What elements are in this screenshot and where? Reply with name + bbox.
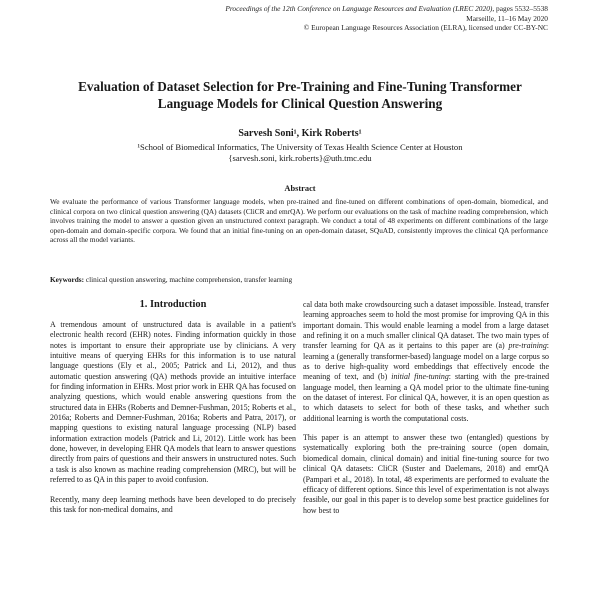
proceedings-header xyxy=(188,4,548,33)
affiliation-block xyxy=(50,142,550,164)
authors: Sarvesh Soni¹, Kirk Roberts¹ xyxy=(238,128,362,139)
section-heading-introduction: 1. Introduction xyxy=(139,299,207,310)
pre-training-term: pre-training xyxy=(508,341,547,351)
header-venue: Proceedings of the 12th Conference on Language Resources and Evaluation (LREC 2020) xyxy=(225,4,493,13)
intro-paragraph-1: A tremendous amount of unstructured data is available in a patient's electronic health record (EHR) notes. Finding information quickly in those notes is important to ensure their appropriate use by clinicians. A very intuitive means of querying EHRs for this information is to use natural language questions (Ely et al., 2005; Patrick and Li, 2012), and thus automatic question answering (QA) methods provide an intuitive interface for finding information in EHRs. Most prior work in EHR QA has focused on analyzing questions, which would enable answering questions from the structured data in EHRs (Roberts and Demner-Fushman, 2015; Roberts et al., 2016a; Roberts and Demner-Fushman, 2016a; Roberts and Patra, 2017), or mapping questions to existing natural language processing (NLP) based information extraction models (Patrick and Li, 2012). Little work has been done, however, in developing EHR QA models that learn to answer questions directly from pairs of questions and their answers in unstructured notes. Such a task is also known as machine reading comprehension (MRC), but will be referred to as QA in this paper to avoid confusion. xyxy=(50,320,296,485)
right-p1-part-a: cal data both make crowdsourcing such a dataset impossible. Instead, transfer learning approaches seem to hold the most promise for improving QA in this important domain. This would enable learning a model from a large dataset and refining it on a much smaller clinical QA dataset. The two main types of transfer learning for QA as it pertains to this paper are (a) xyxy=(303,300,549,351)
keywords xyxy=(50,275,548,285)
header-line-2: Marseille, 11–16 May 2020 xyxy=(466,13,548,23)
right-paragraph-2: This paper is an attempt to answer these two (entangled) questions by systematically exploring both the pre-training source (open domain, biomedical domain, clinical domain) and initial fine-tuning source for two clinical QA datasets: CliCR (Suster and Daelemans, 2018) and emrQA (Pampari et al., 2018). In total, 48 experiments are performed to evaluate the efficacy of different options. Since this level of experimentation is not always feasible, our goal in this paper is to develop some best practice guidelines for how best to xyxy=(303,433,549,515)
header-line-3: © European Language Resources Association (ELRA), licensed under CC-BY-NC xyxy=(303,23,548,33)
right-p1-part-b: : learning a (generally transformer-based) language model on a large corpus so as to derive high-quality word embeddings that effectively encode the meaning of text, and (b) xyxy=(303,341,549,382)
affiliation: ¹School of Biomedical Informatics, The University of Texas Health Science Center at Houston xyxy=(137,142,463,152)
header-pages: , pages 5532–5538 xyxy=(492,4,548,13)
right-p1-part-c: : starting with the pre-trained language model, then learning a QA model prior to the ultimate fine-tuning on the dataset of interest. For clinical QA, however, it is an open question as to which datasets to select for both of these tasks, and whether such additional learning is worth the computational costs. xyxy=(303,372,550,423)
title-line-1: Evaluation of Dataset Selection for Pre-Training and Fine-Tuning Transformer xyxy=(78,79,522,94)
left-column xyxy=(50,320,296,515)
keywords-label: Keywords: xyxy=(50,275,85,284)
abstract-text: We evaluate the performance of various Transformer language models, when pre-trained and fine-tuned on different combinations of open-domain, biomedical, and clinical corpora on two clinical question answering (QA) datasets (CliCR and emrQA). We perform our evaluations on the task of machine reading comprehension, which involves training the model to answer a question given an unstructured context paragraph. We conduct a total of 48 experiments on different combinations of the large open-domain and domain-specific corpora. We found that an initial fine-tuning on an open-domain dataset, SQuAD, consistently improves the clinical QA performance across all the model variants. xyxy=(50,197,548,245)
right-paragraph-1 xyxy=(303,300,549,424)
header-line-1 xyxy=(188,4,548,14)
author-emails: {sarvesh.soni, kirk.roberts}@uth.tmc.edu xyxy=(228,153,372,163)
initial-fine-tuning-term: initial fine-tuning xyxy=(391,372,449,382)
right-column xyxy=(303,300,549,516)
abstract-heading: Abstract xyxy=(284,184,316,193)
paper-title xyxy=(50,78,550,112)
keywords-text: clinical question answering, machine comprehension, transfer learning xyxy=(84,275,293,284)
intro-paragraph-2: Recently, many deep learning methods have been developed to do precisely this task for non-medical domains, and xyxy=(50,494,296,514)
title-line-2: Language Models for Clinical Question Answering xyxy=(157,96,443,111)
